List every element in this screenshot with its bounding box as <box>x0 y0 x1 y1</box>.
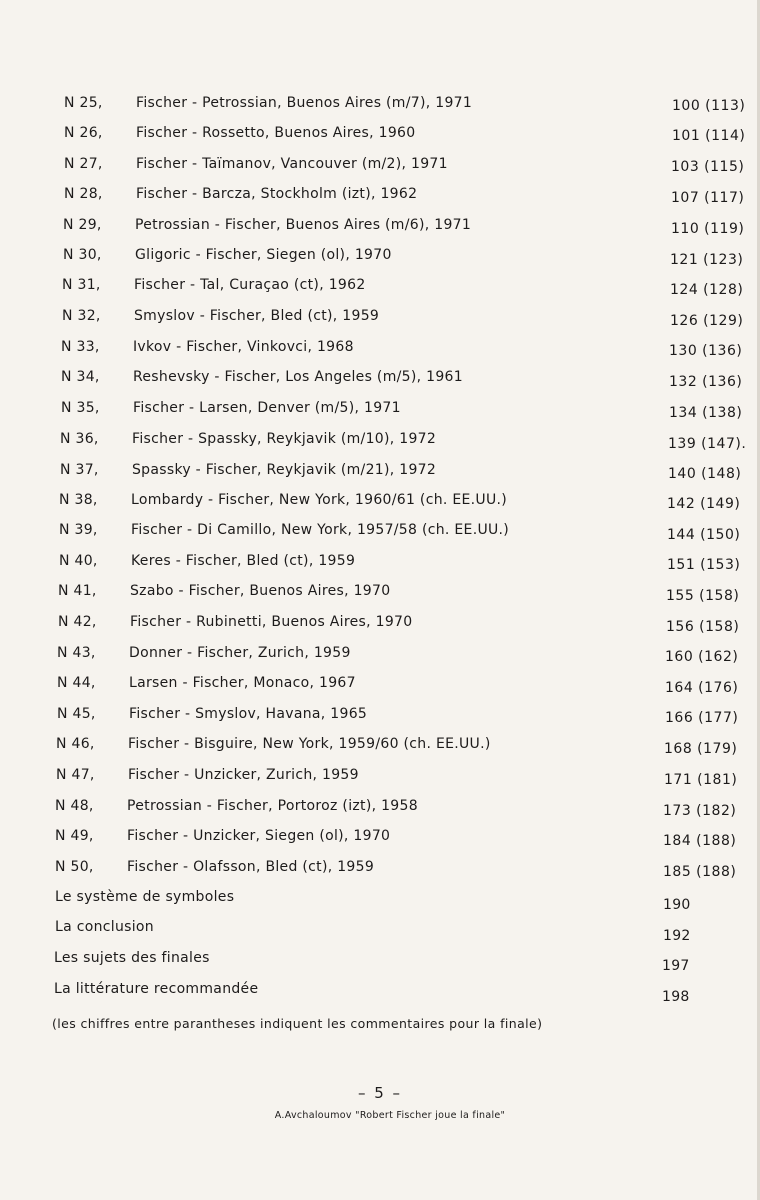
page-ref-32: 126 (129) <box>670 313 744 329</box>
page-ref-25: 100 (113) <box>672 98 746 114</box>
section-title-conclusion: La conclusion <box>55 919 154 935</box>
entry-title: Smyslov - Fischer, Bled (ct), 1959 <box>134 308 380 324</box>
entry-title: Keres - Fischer, Bled (ct), 1959 <box>131 553 356 569</box>
section-title-symbols: Le système de symboles <box>55 889 235 905</box>
page-ref-46: 168 (179) <box>664 741 738 757</box>
entry-number: N 27, <box>64 156 103 172</box>
entry-number: N 39, <box>59 522 98 538</box>
entry-number: N 25, <box>64 95 103 111</box>
entry-number: N 45, <box>57 706 96 722</box>
page-ref-33: 130 (136) <box>669 343 743 359</box>
entry-title: Petrossian - Fischer, Buenos Aires (m/6), 1971 <box>135 217 472 233</box>
section-page-recommended-literature: 198 <box>662 989 690 1005</box>
page-ref-43: 160 (162) <box>665 649 739 665</box>
entry-number: N 41, <box>58 583 97 599</box>
entry-number: N 43, <box>57 645 96 661</box>
entry-number: N 36, <box>60 431 99 447</box>
entry-number: N 30, <box>63 247 102 263</box>
page-number: – 5 – <box>357 1084 403 1102</box>
page-ref-35: 134 (138) <box>669 405 743 421</box>
page-ref-28: 107 (117) <box>671 190 745 206</box>
entry-title: Spassky - Fischer, Reykjavik (m/21), 1972 <box>132 462 437 478</box>
entry-title: Fischer - Rubinetti, Buenos Aires, 1970 <box>130 614 413 630</box>
page-ref-26: 101 (114) <box>672 128 746 144</box>
entry-number: N 44, <box>57 675 96 691</box>
entry-number: N 50, <box>55 859 94 875</box>
entry-title: Fischer - Tal, Curaçao (ct), 1962 <box>134 277 366 293</box>
entry-number: N 35, <box>61 400 100 416</box>
entry-title: Petrossian - Fischer, Portoroz (izt), 1958 <box>127 798 418 814</box>
section-page-conclusion: 192 <box>663 928 691 944</box>
page-ref-47: 171 (181) <box>664 772 738 788</box>
running-footer: A.Avchaloumov "Robert Fischer joue la finale" <box>274 1110 506 1121</box>
entry-title: Gligoric - Fischer, Siegen (ol), 1970 <box>135 247 392 263</box>
page-ref-27: 103 (115) <box>671 159 745 175</box>
entry-number: N 40, <box>59 553 98 569</box>
entry-number: N 31, <box>62 277 101 293</box>
entry-number: N 26, <box>64 125 103 141</box>
entry-title: Fischer - Petrossian, Buenos Aires (m/7), 1971 <box>136 95 473 111</box>
page-ref-48: 173 (182) <box>663 803 737 819</box>
entry-title: Fischer - Olafsson, Bled (ct), 1959 <box>127 859 375 875</box>
section-title-endgame-subjects: Les sujets des finales <box>54 950 210 966</box>
entry-title: Fischer - Smyslov, Havana, 1965 <box>129 706 368 722</box>
entry-number: N 34, <box>61 369 100 385</box>
section-page-endgame-subjects: 197 <box>662 958 690 974</box>
page-ref-29: 110 (119) <box>671 221 745 237</box>
entry-title: Fischer - Larsen, Denver (m/5), 1971 <box>133 400 401 416</box>
page-ref-30: 121 (123) <box>670 252 744 268</box>
page-ref-38: 142 (149) <box>667 496 741 512</box>
page-ref-40: 151 (153) <box>667 557 741 573</box>
page-ref-41: 155 (158) <box>666 588 740 604</box>
page-ref-31: 124 (128) <box>670 282 744 298</box>
entry-number: N 32, <box>62 308 101 324</box>
page-ref-49: 184 (188) <box>663 833 737 849</box>
entry-title: Fischer - Unzicker, Zurich, 1959 <box>128 767 359 783</box>
entry-number: N 46, <box>56 736 95 752</box>
entry-title: Fischer - Bisguire, New York, 1959/60 (ch. EE.UU.) <box>128 736 491 752</box>
entry-number: N 33, <box>61 339 100 355</box>
page-ref-45: 166 (177) <box>665 710 739 726</box>
entry-number: N 28, <box>64 186 103 202</box>
page-ref-39: 144 (150) <box>667 527 741 543</box>
entry-title: Fischer - Di Camillo, New York, 1957/58 (ch. EE.UU.) <box>131 522 510 538</box>
entry-title: Fischer - Spassky, Reykjavik (m/10), 1972 <box>132 431 437 447</box>
entry-title: Fischer - Taïmanov, Vancouver (m/2), 1971 <box>136 156 448 172</box>
entry-title: Fischer - Rossetto, Buenos Aires, 1960 <box>136 125 416 141</box>
entry-number: N 49, <box>55 828 94 844</box>
page-ref-50: 185 (188) <box>663 864 737 880</box>
page-ref-42: 156 (158) <box>666 619 740 635</box>
section-page-symbols: 190 <box>663 897 691 913</box>
entry-title: Ivkov - Fischer, Vinkovci, 1968 <box>133 339 354 355</box>
entry-number: N 42, <box>58 614 97 630</box>
entry-number: N 29, <box>63 217 102 233</box>
entry-title: Fischer - Barcza, Stockholm (izt), 1962 <box>136 186 418 202</box>
entry-number: N 37, <box>60 462 99 478</box>
entry-title: Fischer - Unzicker, Siegen (ol), 1970 <box>127 828 391 844</box>
parentheses-note: (les chiffres entre parantheses indiquent les commentaires pour la finale) <box>52 1016 543 1031</box>
entry-title: Szabo - Fischer, Buenos Aires, 1970 <box>130 583 391 599</box>
page-ref-36: 139 (147). <box>668 436 747 452</box>
entry-title: Larsen - Fischer, Monaco, 1967 <box>129 675 356 691</box>
page-ref-37: 140 (148) <box>668 466 742 482</box>
entry-title: Donner - Fischer, Zurich, 1959 <box>129 645 351 661</box>
entry-title: Lombardy - Fischer, New York, 1960/61 (ch. EE.UU.) <box>131 492 508 508</box>
entry-number: N 48, <box>55 798 94 814</box>
entry-number: N 38, <box>59 492 98 508</box>
page-ref-44: 164 (176) <box>665 680 739 696</box>
entry-number: N 47, <box>56 767 95 783</box>
section-title-recommended-literature: La littérature recommandée <box>54 981 259 997</box>
page-ref-34: 132 (136) <box>669 374 743 390</box>
entry-title: Reshevsky - Fischer, Los Angeles (m/5), 1961 <box>133 369 463 385</box>
